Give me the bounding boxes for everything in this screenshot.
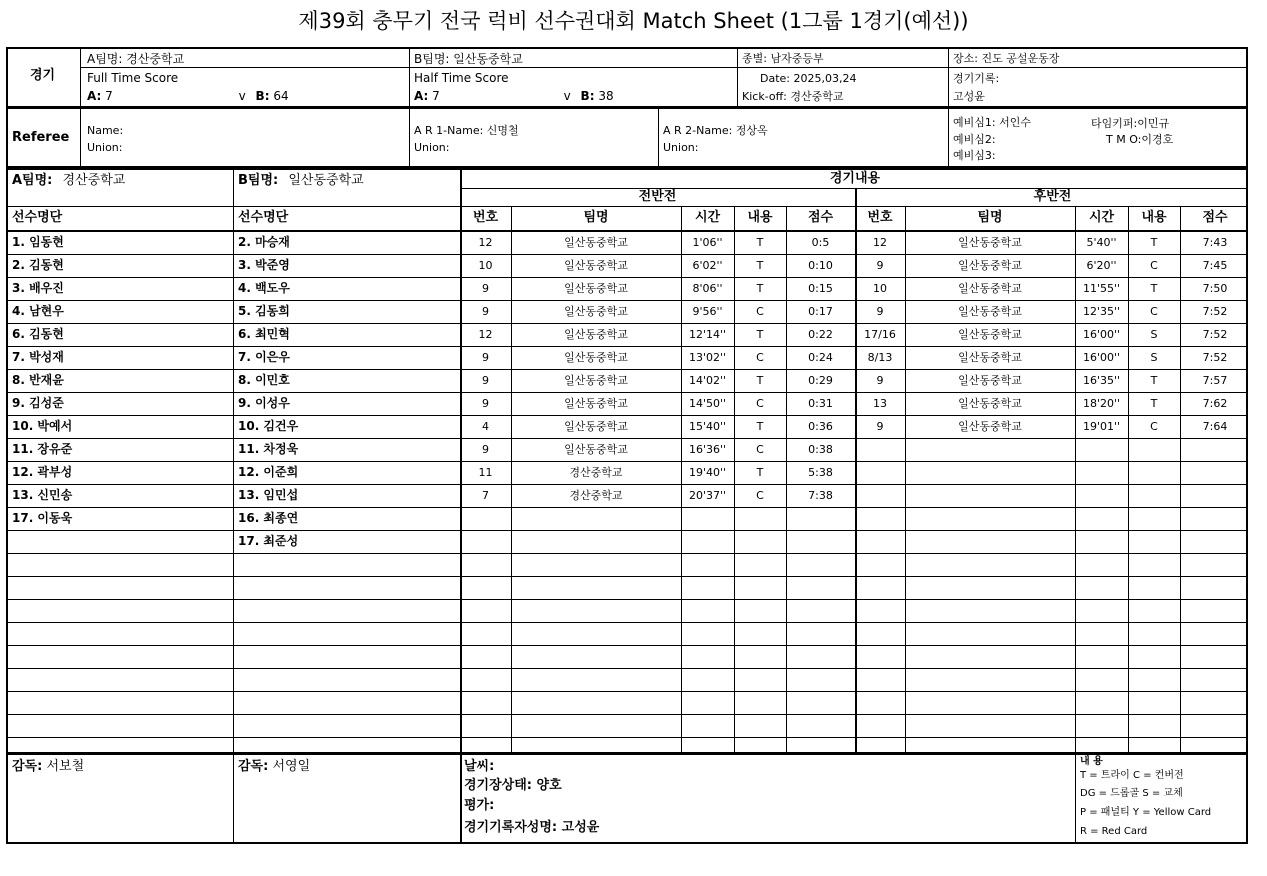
second-half-content: T [1150,236,1158,249]
second-half-time: 19'01'' [1082,420,1121,433]
reserve-referee-3: 예비심3: [953,149,996,162]
roster-a-player: 7. 박성재 [12,350,64,364]
ar1-name: A R 1-Name: 신명철 [414,124,519,137]
roster-a-player: 1. 임동현 [12,235,64,249]
first-half-number: 9 [482,374,489,387]
second-half-team: 일산동중학교 [958,259,1022,272]
full-time-score: A: 7 v B: 64 [87,89,289,103]
first-half-team: 일산동중학교 [564,351,628,364]
second-half-team: 일산동중학교 [958,236,1022,249]
category: 종별: 남자중등부 [742,52,824,65]
field-condition: 경기장상태: 양호 [464,778,562,793]
first-half-content: T [756,236,764,249]
recorder-name: 고성윤 [953,90,985,103]
match-sheet-grid [6,168,1248,754]
second-half-score: 7:45 [1202,259,1228,272]
roster-a-player: 11. 장유준 [12,442,73,456]
roster-a-player: 3. 배우진 [12,281,64,295]
first-half-number: 10 [478,259,493,272]
roster-a-player: 13. 신민송 [12,488,73,502]
first-half-time: 14'50'' [688,397,727,410]
a-team-name: A팀명: 경산중학교 [87,52,185,66]
referee-name: Name: [87,124,124,137]
ar2-union: Union: [663,141,699,154]
first-half-content: C [756,397,764,410]
half-time-label: Half Time Score [414,71,509,85]
first-half-team: 경산중학교 [569,466,623,479]
second-half-team: 일산동중학교 [958,351,1022,364]
full-time-label: Full Time Score [87,71,179,85]
second-half-number: 13 [873,397,887,410]
first-half-content: C [756,351,764,364]
roster-a-header: 선수명단 [12,210,63,225]
first-half-content: T [756,420,764,433]
first-half-number: 11 [478,466,493,479]
second-half-score: 7:52 [1202,328,1228,341]
tmo: T M O:이경호 [1106,133,1174,146]
second-half-team: 일산동중학교 [958,282,1022,295]
second-half-number: 9 [876,259,884,272]
roster-a-player: 6. 김동현 [12,327,64,341]
footer-section [6,753,1248,844]
roster-a-player: 8. 반재윤 [12,373,64,387]
first-half-score: 0:38 [808,443,833,456]
evaluation: 평가: [464,798,495,813]
first-half-content: C [756,443,764,456]
first-half-title: 전반전 [638,189,677,204]
first-half-team: 일산동중학교 [564,420,628,433]
second-half-team: 일산동중학교 [958,328,1022,341]
second-half-number: 8/13 [867,351,893,364]
first-half-time: 1'06'' [692,236,723,249]
half-time-score: A: 7 v B: 38 [414,89,614,103]
referee-union: Union: [87,141,123,154]
match-content-title: 경기내용 [829,171,881,186]
second-half-time: 16'35'' [1082,374,1121,387]
second-half-title: 후반전 [1033,189,1072,204]
second-half-score: 7:43 [1202,236,1228,249]
match-header [6,47,1248,108]
first-half-team: 일산동중학교 [564,259,628,272]
first-half-time: 12'14'' [688,328,727,341]
first-half-team: 일산동중학교 [564,374,628,387]
first-half-number: 12 [478,328,493,341]
second-half-number: 9 [876,374,884,387]
team-a-header: A팀명: 경산중학교 [12,173,126,188]
first-half-content: T [756,328,764,341]
second-half-team: 일산동중학교 [958,420,1022,433]
recorder-signature: 경기기록자성명: 고성윤 [464,820,600,835]
first-half-team: 일산동중학교 [564,443,628,456]
roster-b-player: 10. 김건우 [238,419,299,433]
second-half-team: 일산동중학교 [958,374,1022,387]
roster-b-player: 12. 이준희 [238,465,299,479]
second-half-content: C [1150,305,1158,318]
col-team-2: 팀명 [977,210,1003,225]
first-half-number: 7 [482,489,489,502]
first-half-score: 0:15 [808,282,833,295]
legend-line-4: R = Red Card [1080,826,1148,837]
roster-b-player: 16. 최종연 [238,511,299,525]
first-half-number: 9 [482,443,489,456]
roster-b-player: 11. 차정욱 [238,442,299,456]
second-half-score: 7:57 [1202,374,1228,387]
first-half-content: T [756,374,764,387]
first-half-number: 9 [482,305,489,318]
second-half-time: 5'40'' [1086,236,1117,249]
first-half-score: 0:10 [808,259,833,272]
roster-b-player: 17. 최준성 [238,534,299,548]
second-half-time: 12'35'' [1082,305,1121,318]
col-content-1: 내용 [747,210,773,225]
roster-b-player: 13. 임민섭 [238,488,299,502]
first-half-time: 16'36'' [688,443,727,456]
roster-b-player: 7. 이은우 [238,350,290,364]
first-half-content: C [756,489,764,502]
roster-a-player: 17. 이동욱 [12,511,73,525]
record-label: 경기기록: [953,72,1000,85]
first-half-score: 0:5 [811,236,830,249]
second-half-time: 6'20'' [1086,259,1117,272]
roster-b-player: 3. 박준영 [238,258,290,272]
roster-a-player: 12. 곽부성 [12,465,73,479]
roster-a-player: 10. 박예서 [12,419,73,433]
roster-b-player: 9. 이성우 [238,396,290,410]
second-half-number: 9 [876,305,884,318]
col-time-1: 시간 [694,210,721,225]
reserve-referee-1: 예비심1: 서인수 [953,116,1031,129]
second-half-score: 7:52 [1202,305,1228,318]
second-half-content: S [1150,328,1158,341]
first-half-time: 19'40'' [688,466,727,479]
roster-b-player: 8. 이민호 [238,373,290,387]
second-half-content: C [1150,420,1158,433]
coach-b: 감독: 서영일 [238,759,311,774]
col-content-2: 내용 [1141,210,1167,225]
second-half-number: 10 [873,282,887,295]
legend-line-3: P = 패널티 Y = Yellow Card [1080,807,1212,818]
second-half-score: 7:52 [1202,351,1228,364]
second-half-time: 18'20'' [1082,397,1121,410]
second-half-number: 12 [873,236,887,249]
venue: 장소: 진도 공설운동장 [953,52,1060,65]
second-half-time: 11'55'' [1082,282,1121,295]
team-b-header: B팀명: 일산동중학교 [238,173,364,188]
second-half-score: 7:62 [1202,397,1228,410]
first-half-time: 14'02'' [688,374,727,387]
col-score-1: 점수 [807,210,834,225]
reserve-referee-2: 예비심2: [953,133,996,146]
second-half-score: 7:64 [1202,420,1228,433]
first-half-score: 5:38 [808,466,833,479]
first-half-score: 0:24 [808,351,833,364]
second-half-content: T [1150,374,1158,387]
first-half-score: 0:22 [808,328,833,341]
first-half-team: 일산동중학교 [564,236,628,249]
referee-section [6,107,1248,168]
first-half-score: 0:31 [808,397,833,410]
weather: 날씨: [464,759,495,774]
first-half-time: 20'37'' [688,489,727,502]
second-half-time: 16'00'' [1082,328,1121,341]
roster-b-player: 5. 김동희 [238,304,290,318]
page-title: 제39회 충무기 전국 럭비 선수권대회 Match Sheet (1그룹 1경기(예선)) [298,9,969,33]
first-half-content: T [756,259,764,272]
kickoff: Kick-off: 경산중학교 [742,90,844,103]
second-half-number: 17/16 [864,328,896,341]
first-half-time: 6'02'' [692,259,723,272]
b-team-name: B팀명: 일산동중학교 [414,52,523,66]
first-half-number: 9 [482,351,489,364]
first-half-time: 9'56'' [692,305,723,318]
first-half-team: 일산동중학교 [564,282,628,295]
col-time-2: 시간 [1088,210,1115,225]
first-half-score: 0:36 [808,420,833,433]
first-half-team: 일산동중학교 [564,397,628,410]
legend-line-1: T = 트라이 C = 컨버전 [1080,770,1184,781]
second-half-team: 일산동중학교 [958,397,1022,410]
legend-title: 내 용 [1080,756,1103,767]
second-half-content: S [1150,351,1158,364]
roster-b-player: 6. 최민혁 [238,327,290,341]
second-half-content: T [1150,397,1158,410]
col-number-1: 번호 [472,210,499,225]
col-score-2: 점수 [1202,210,1228,225]
first-half-time: 8'06'' [692,282,723,295]
first-half-team: 일산동중학교 [564,328,628,341]
second-half-score: 7:50 [1202,282,1228,295]
second-half-team: 일산동중학교 [958,305,1022,318]
first-half-number: 12 [478,236,493,249]
legend-line-2: DG = 드롭골 S = 교체 [1080,788,1183,799]
timekeeper: 타임키퍼:이민규 [1091,117,1170,130]
first-half-content: T [756,466,764,479]
coach-a: 감독: 서보철 [12,759,85,774]
roster-a-player: 2. 김동현 [12,258,64,272]
first-half-team: 일산동중학교 [564,305,628,318]
second-half-content: T [1150,282,1158,295]
roster-b-header: 선수명단 [238,210,289,225]
roster-a-player: 4. 남현우 [12,304,64,318]
roster-b-player: 4. 백도우 [238,281,290,295]
col-team-1: 팀명 [583,210,609,225]
ar1-union: Union: [414,141,450,154]
first-half-number: 9 [482,397,489,410]
first-half-team: 경산중학교 [569,489,623,502]
first-half-time: 13'02'' [688,351,727,364]
referee-label: Referee [12,130,70,145]
game-label: 경기 [30,68,56,83]
second-half-time: 16'00'' [1082,351,1121,364]
first-half-score: 7:38 [808,489,833,502]
match-date: Date: 2025,03,24 [760,72,857,85]
first-half-score: 0:29 [808,374,833,387]
first-half-time: 15'40'' [688,420,727,433]
roster-b-player: 2. 마승재 [238,235,290,249]
first-half-number: 9 [482,282,489,295]
second-half-number: 9 [876,420,884,433]
roster-a-player: 9. 김성준 [12,396,64,410]
ar2-name: A R 2-Name: 정상옥 [663,124,768,137]
first-half-content: C [756,305,764,318]
first-half-number: 4 [482,420,489,433]
col-number-2: 번호 [867,210,893,225]
second-half-content: C [1150,259,1158,272]
first-half-content: T [756,282,764,295]
first-half-score: 0:17 [808,305,833,318]
